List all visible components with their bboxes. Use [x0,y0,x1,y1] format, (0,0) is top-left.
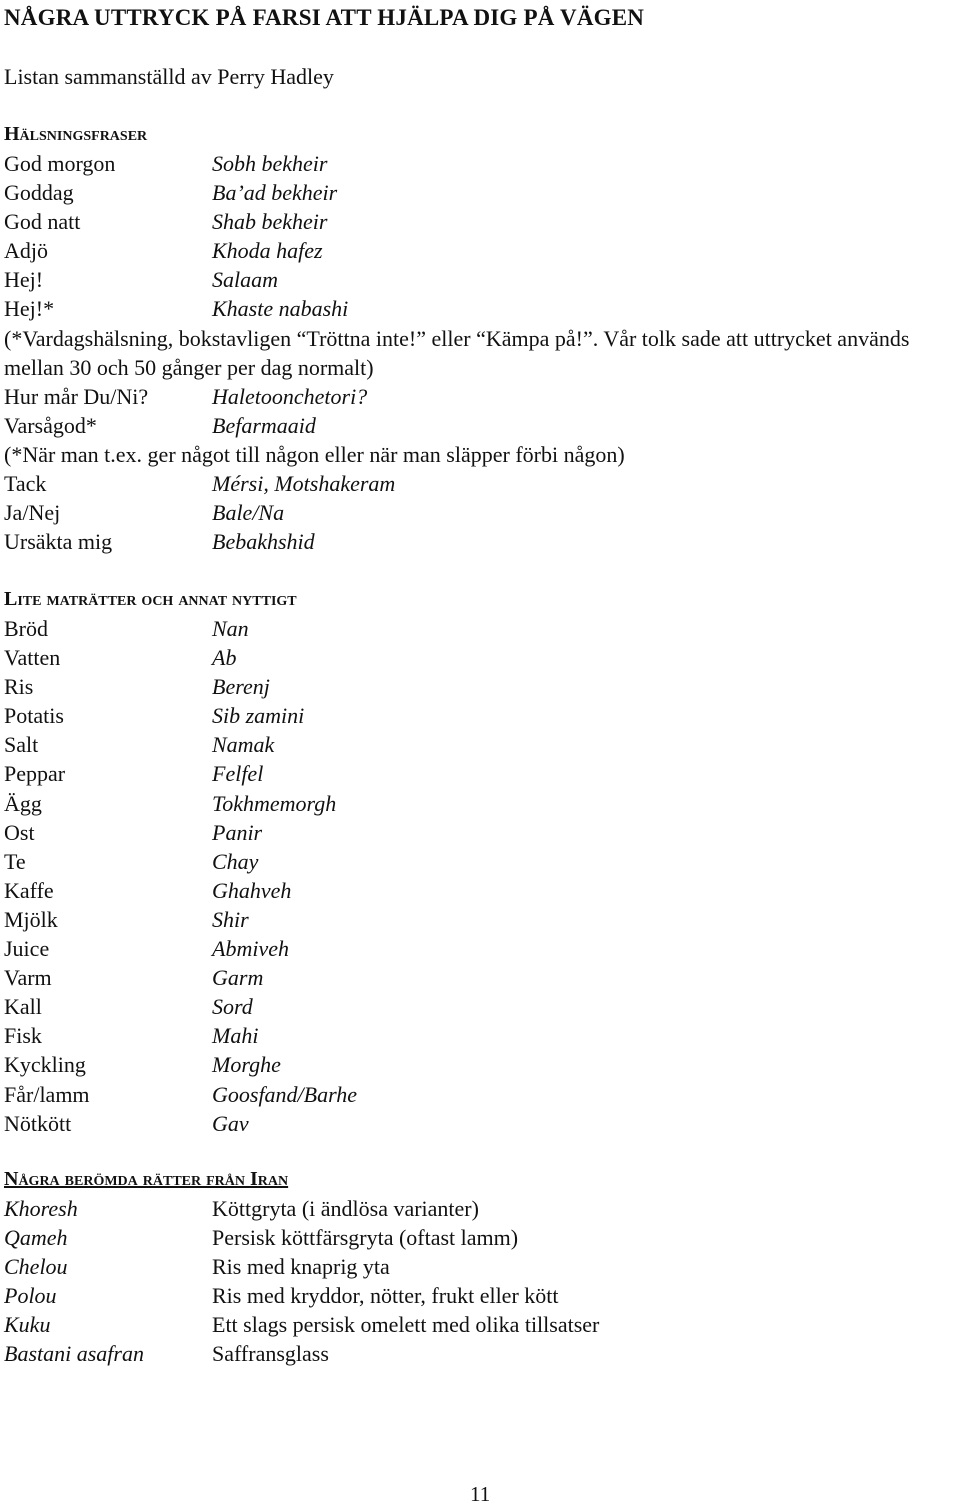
farsi-term: Felfel [212,761,264,787]
farsi-term: Qameh [4,1225,68,1251]
swedish-term: Kyckling [4,1052,86,1078]
farsi-term: Haletoonchetori? [212,383,368,409]
swedish-term: Goddag [4,180,74,206]
swedish-term: Ris med knaprig yta [212,1254,390,1280]
greetings-section [4,120,954,556]
list-item [4,265,954,294]
dishes-section [4,1165,954,1369]
page-number: 11 [470,1482,491,1506]
list-item [4,1050,954,1079]
food-list [4,614,954,1138]
farsi-term: Namak [212,732,275,758]
swedish-term: Potatis [4,703,64,729]
farsi-term: Sord [212,994,253,1020]
list-item [4,1252,954,1281]
swedish-term: Mjölk [4,906,58,932]
list-item [4,1080,954,1109]
swedish-term: Får/lamm [4,1081,90,1107]
list-item [4,614,954,643]
list-item [4,382,954,411]
greetings-heading: Hälsningsfraser [4,123,148,145]
greetings-list-1 [4,149,954,324]
farsi-term: Salaam [212,267,278,293]
swedish-term: Nötkött [4,1110,72,1136]
document-page [4,0,960,1505]
swedish-term: Köttgryta (i ändlösa varianter) [212,1196,479,1221]
farsi-term: Bastani asafran [4,1341,144,1367]
swedish-term: Ris [4,674,34,700]
list-item [4,876,954,905]
list-item [4,178,954,207]
farsi-term: Bebakhshid [212,529,315,555]
swedish-term: Ja/Nej [4,500,61,526]
farsi-term: Mahi [212,1023,259,1049]
list-item [4,527,954,556]
list-item [4,905,954,934]
list-item [4,818,954,847]
swedish-term: Hej! [4,267,44,293]
list-item [4,1109,954,1138]
swedish-term: God morgon [4,151,116,176]
swedish-term: Salt [4,732,39,758]
list-item [4,1310,954,1339]
farsi-term: Befarmaaid [212,412,316,438]
food-section [4,585,954,1138]
farsi-term: Bale/Na [212,500,285,526]
greetings-list-3 [4,469,954,556]
swedish-term: Ris med kryddor, nötter, frukt eller kött [212,1283,559,1309]
swedish-term: Persisk köttfärsgryta (oftast lamm) [212,1225,519,1251]
list-item [4,149,954,178]
farsi-term: Berenj [212,674,270,700]
farsi-term: Panir [212,819,263,845]
food-heading: Lite maträtter och annat nyttigt [4,588,297,610]
list-item [4,294,954,323]
list-item [4,236,954,265]
swedish-term: Ost [4,819,35,845]
farsi-term: Tokhmemorgh [212,790,337,816]
greetings-list-2 [4,382,954,440]
swedish-term: Saffransglass [212,1341,329,1367]
swedish-term: God natt [4,209,81,235]
farsi-term: Shir [212,906,249,932]
list-item [4,730,954,759]
swedish-term: Ägg [4,790,42,816]
greetings-note-1: (*Vardagshälsning, bokstavligen “Tröttna inte!” eller “Kämpa på!”. Vår tolk sade att uttrycket används mellan 30 och 50 gånger per dag normalt) [4,325,910,380]
farsi-term: Ba’ad bekheir [212,180,338,206]
farsi-term: Gav [212,1110,249,1136]
list-item [4,759,954,788]
swedish-term: Vatten [4,645,61,671]
swedish-term: Tack [4,471,47,497]
greetings-note-2: (*När man t.ex. ger något till någon eller när man släpper förbi någon) [4,441,625,467]
list-item [4,963,954,992]
farsi-term: Sobh bekheir [212,151,328,176]
list-item [4,847,954,876]
list-item [4,1223,954,1252]
farsi-term: Mérsi, Motshakeram [212,471,396,497]
swedish-term: Varsågod* [4,412,97,438]
swedish-term: Te [4,848,26,874]
list-item [4,498,954,527]
list-item [4,1281,954,1310]
list-item [4,207,954,236]
list-item [4,934,954,963]
farsi-term: Ab [212,645,237,671]
swedish-term: Fisk [4,1023,42,1049]
page-title: NÅGRA UTTRYCK PÅ FARSI ATT HJÄLPA DIG PÅ VÄGEN [4,5,645,30]
list-item [4,1194,954,1223]
farsi-term: Chay [212,848,259,874]
farsi-term: Garm [212,965,264,991]
swedish-term: Kaffe [4,877,54,903]
list-item [4,1021,954,1050]
swedish-term: Juice [4,936,50,962]
farsi-term: Shab bekheir [212,209,328,235]
swedish-term: Adjö [4,238,48,264]
swedish-term: Ursäkta mig [4,529,113,555]
farsi-term: Abmiveh [212,936,289,962]
farsi-term: Chelou [4,1254,68,1280]
swedish-term: Varm [4,965,52,991]
swedish-term: Hur mår Du/Ni? [4,383,149,409]
swedish-term: Kall [4,994,42,1020]
list-item [4,1339,954,1368]
list-item [4,789,954,818]
swedish-term: Peppar [4,761,66,787]
swedish-term: Ett slags persisk omelett med olika tillsatser [212,1312,600,1338]
farsi-term: Khaste nabashi [212,296,349,322]
farsi-term: Sib zamini [212,703,305,729]
farsi-term: Khoda hafez [212,238,323,264]
farsi-term: Kuku [4,1312,51,1338]
swedish-term: Hej!* [4,296,55,322]
list-item [4,992,954,1021]
farsi-term: Morghe [212,1052,281,1078]
dishes-list [4,1194,954,1369]
dishes-heading: Några berömda rätter från Iran [4,1168,289,1190]
author-line: Listan sammanställd av Perry Hadley [4,64,334,89]
farsi-term: Nan [212,616,249,641]
list-item [4,643,954,672]
swedish-term: Bröd [4,616,48,641]
list-item [4,701,954,730]
farsi-term: Khoresh [4,1196,78,1221]
farsi-term: Goosfand/Barhe [212,1081,358,1107]
farsi-term: Polou [4,1283,57,1309]
list-item [4,469,954,498]
farsi-term: Ghahveh [212,877,292,903]
list-item [4,411,954,440]
list-item [4,672,954,701]
